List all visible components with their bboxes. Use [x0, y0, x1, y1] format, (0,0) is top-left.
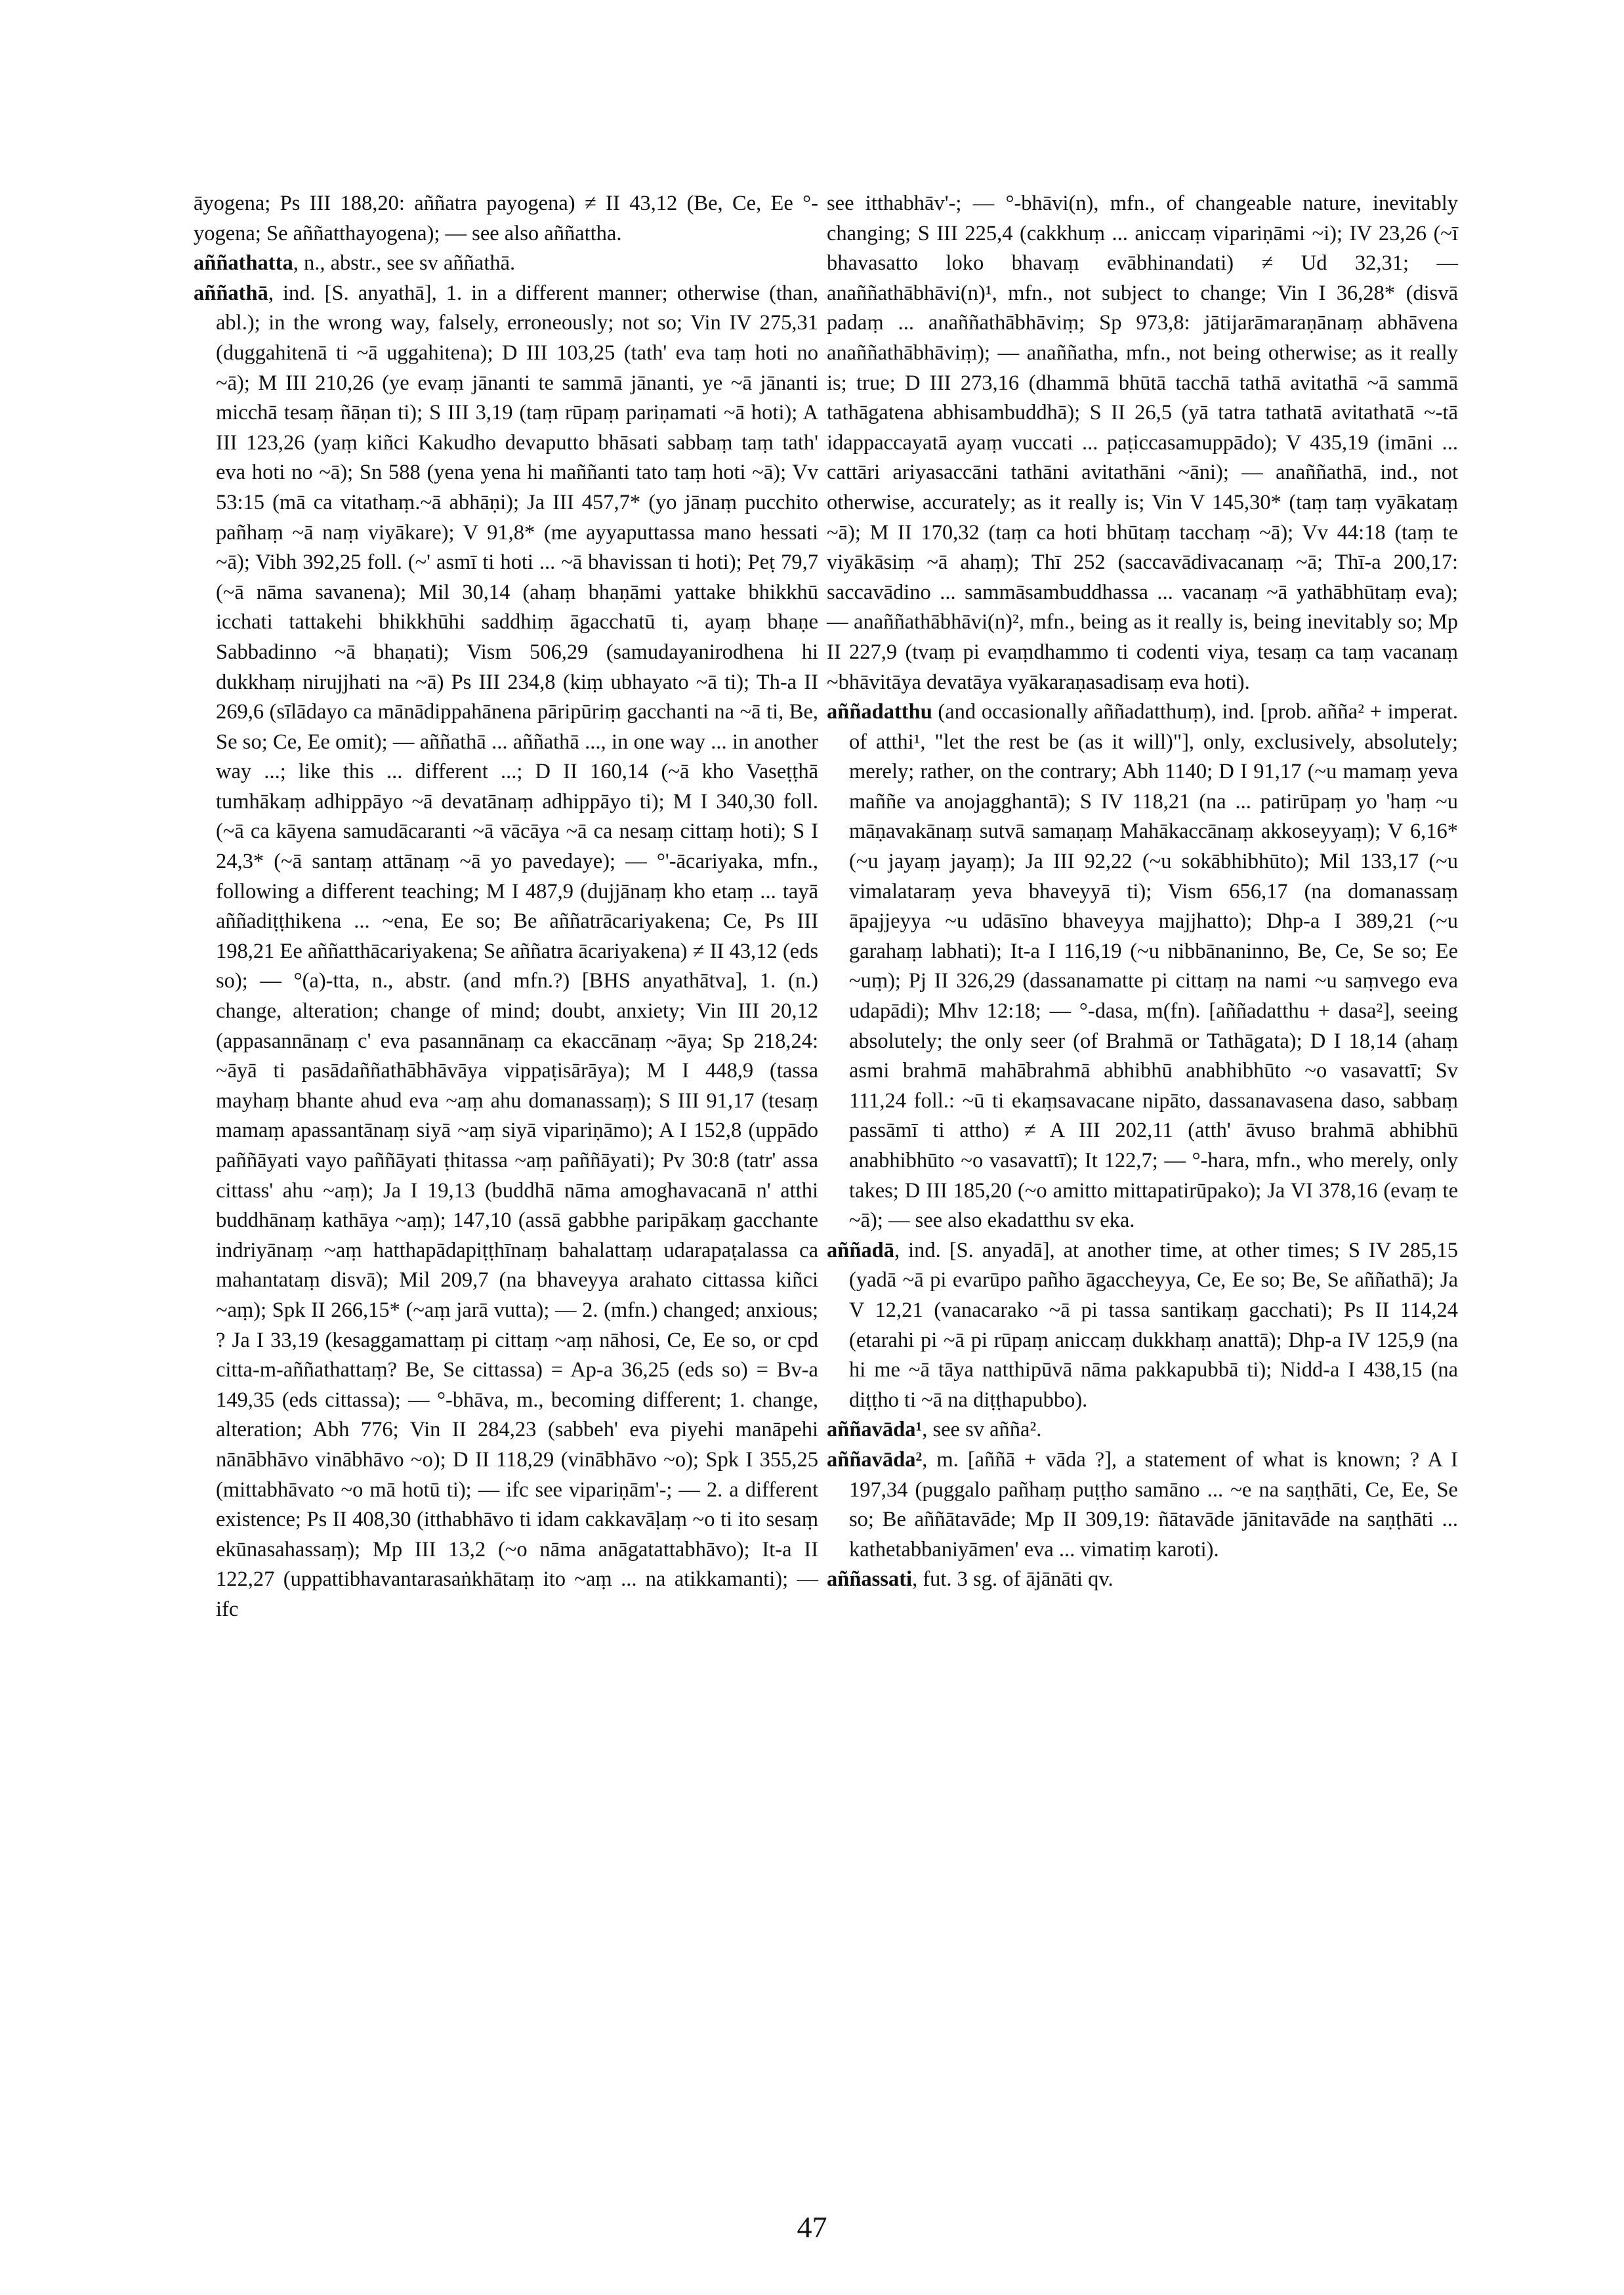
headword: aññathatta: [194, 251, 293, 276]
headword: aññadatthu: [827, 700, 932, 724]
entry: [827, 1565, 1458, 1595]
headword: aññathā: [194, 281, 268, 305]
page-number: 47: [797, 2210, 827, 2244]
entry-body: , m. [aññā + vāda ?], a statement of what is known; ? A I 197,34 (puggalo pañhaṃ puṭṭho samāno ... ~e na saṇṭhāti, Ce, Ee, Se so; Be aññātavāde; Mp II 309,19: ñātavāde jānitavāde na saṇṭhāti ... kathetabbaniyāmen' eva ... vimatiṃ karoti).: [849, 1447, 1458, 1561]
entry: [827, 697, 1458, 1236]
headword: aññadā: [827, 1238, 894, 1262]
entry: [194, 279, 818, 1625]
right-column: [827, 189, 1458, 1595]
entry: [827, 189, 1458, 697]
entry: [827, 1445, 1458, 1565]
entry-body: , n., abstr., see sv aññathā.: [293, 251, 516, 276]
entry-body: , ind. [S. anyadā], at another time, at other times; S IV 285,15 (yadā ~ā pi evarūpo pañho āgaccheyya, Ce, Ee so; Be, Se aññathā); Ja V 12,21 (vanacarako ~ā pi tassa santikaṃ gacchati); Ps II 114,24 (etarahi pi ~ā pi rūpaṃ aniccaṃ dukkhaṃ anattā); Dhp-a IV 125,9 (na hi me ~ā tāya natthipūvā nāma pakkapubbā ti); Nidd-a I 438,15 (na diṭṭho ti ~ā na diṭṭhapubbo).: [849, 1238, 1458, 1412]
headword: aññavāda¹: [827, 1418, 923, 1442]
entry-body: , fut. 3 sg. of ājānāti qv.: [912, 1567, 1114, 1592]
entry-body: āyogena; Ps III 188,20: aññatra payogena) ≠ II 43,12 (Be, Ce, Ee °-yogena; Se aññatthayogena); — see also aññattha.: [194, 192, 818, 245]
entry: [827, 1415, 1458, 1445]
entry: [194, 189, 818, 249]
entry-body: see itthabhāv'-; — °-bhāvi(n), mfn., of changeable nature, inevitably changing; S III 225,4 (cakkhuṃ ... aniccaṃ vipariṇāmi ~i); IV 23,26 (~ī bhavasatto loko bhavaṃ evābhinandati) ≠ Ud 32,31; — anaññathābhāvi(n)¹, mfn., not subject to change; Vin I 36,28* (disvā padaṃ ... anaññathābhāviṃ; Sp 973,8: jātijarāmaraṇānaṃ abhāvena anaññathābhāviṃ); — anaññatha, mfn., not being otherwise; as it really is; true; D III 273,16 (dhammā bhūtā tacchā tathā avitathā ~ā sammā tathāgatena abhisambuddhā); S II 26,5 (yā tatra tathatā avitathatā ~-tā idappaccayatā ayaṃ vuccati ... paṭiccasamuppādo); V 435,19 (imāni ... cattāri ariyasaccāni tathāni avitathāni ~āni); — anaññathā, ind., not otherwise, accurately; as it really is; Vin V 145,30* (taṃ taṃ vyākataṃ ~ā); M II 170,32 (taṃ ca hoti bhūtaṃ tacchaṃ ~ā); Vv 44:18 (taṃ te viyākāsiṃ ~ā ahaṃ); Thī 252 (saccavādivacanaṃ ~ā; Thī-a 200,17: saccavādino ... sammāsambuddhassa ... vacanaṃ ~ā yathābhūtaṃ eva); — anaññathābhāvi(n)², mfn., being as it really is, being inevitably so; Mp II 227,9 (tvaṃ pi evaṃdhammo ti codenti viya, tesaṃ ca taṃ vacanaṃ ~bhāvitāya devatāya vyākaraṇasadisaṃ eva hoti).: [827, 192, 1458, 694]
entry: [827, 1236, 1458, 1416]
entry-body: (and occasionally aññadatthuṃ), ind. [prob. añña² + imperat. of atthi¹, "let the rest be (as it will)"], only, exclusively, absolutely; merely; rather, on the contrary; Abh 1140; D I 91,17 (~u mamaṃ yeva maññe va anojagghantā); S IV 118,21 (na ... patirūpaṃ yo 'haṃ ~u māṇavakānaṃ sutvā samaṇaṃ Mahākaccānaṃ akkoseyyaṃ); V 6,16* (~u jayaṃ jayaṃ); Ja III 92,22 (~u sokābhibhūto); Mil 133,17 (~u vimalataraṃ yeva bhaveyyā ti); Vism 656,17 (na domanassaṃ āpajjeyya ~u udāsīno bhaveyya majjhatto); Dhp-a I 389,21 (~u garahaṃ labhati); It-a I 116,19 (~u nibbānaninno, Be, Ce, Se so; Ee ~uṃ); Pj II 326,29 (dassanamatte pi cittaṃ na nami ~u saṃvego eva udapādi); Mhv 12:18; — °-dasa, m(fn). [aññadatthu + dasa²], seeing absolutely; the only seer (of Brahmā or Tathāgata); D I 18,14 (ahaṃ asmi brahmā mahābrahmā abhibhū anabhibhūto ~o vasavattī; Sv 111,24 foll.: ~ū ti ekaṃsavacane nipāto, dassanavasena daso, sabbaṃ passāmī ti attho) ≠ A III 202,11 (atth' āvuso brahmā abhibhū anabhibhūto ~o vasavattī); It 122,7; — °-hara, mfn., who merely, only takes; D III 185,20 (~o amitto mittapatirūpako); Ja VI 378,16 (evaṃ te ~ā); — see also ekadatthu sv eka.: [849, 700, 1458, 1233]
entry-body: , see sv añña².: [922, 1418, 1042, 1442]
entry: [194, 249, 818, 279]
headword: aññavāda²: [827, 1447, 923, 1472]
headword: aññassati: [827, 1567, 913, 1592]
entry-body: , ind. [S. anyathā], 1. in a different manner; otherwise (than, abl.); in the wrong way, falsely, erroneously; not so; Vin IV 275,31 (duggahitenā ti ~ā uggahitena); D III 103,25 (tath' eva taṃ hoti no ~ā); M III 210,26 (ye evaṃ jānanti te sammā jānanti, ye ~ā jānanti micchā tesaṃ ñāṇan ti); S III 3,19 (taṃ rūpaṃ pariṇamati ~ā hoti); A III 123,26 (yaṃ kiñci Kakudho devaputto bhāsati sabbaṃ taṃ tath' eva hoti no ~ā); Sn 588 (yena yena hi maññanti tato taṃ hoti ~ā); Vv 53:15 (mā ca vitathaṃ.~ā abhāṇi); Ja III 457,7* (yo jānaṃ pucchito pañhaṃ ~ā naṃ viyākare); V 91,8* (me ayyaputtassa mano hessati ~ā); Vibh 392,25 foll. (~' asmī ti hoti ... ~ā bhavissan ti hoti); Peṭ 79,7 (~ā nāma savanena); Mil 30,14 (ahaṃ bhaṇāmi yattake bhikkhū icchati tattakehi bhikkhūhi saddhiṃ āgacchatū ti, ayaṃ bhaṇe Sabbadinno ~ā bhaṇati); Vism 506,29 (samudayanirodhena hi dukkhaṃ nirujjhati na ~ā) Ps III 234,8 (kiṃ ubhayato ~ā ti); Th-a II 269,6 (sīlādayo ca mānādippahānena pāripūriṃ gacchanti na ~ā ti, Be, Se so; Ce, Ee omit); — aññathā ... aññathā ..., in one way ... in another way ...; like this ... different ...; D II 160,14 (~ā kho Vaseṭṭhā tumhākaṃ adhippāyo ~ā devatānaṃ adhippāyo ti); M I 340,30 foll. (~ā ca kāyena samudācaranti ~ā vācāya ~ā ca nesaṃ cittaṃ hoti); S I 24,3* (~ā santaṃ attānaṃ ~ā yo pavedaye); — °'-ācariyaka, mfn., following a different teaching; M I 487,9 (dujjānaṃ kho etaṃ ... tayā aññadiṭṭhikena ... ~ena, Ee so; Be aññatrācariyakena; Ce, Ps III 198,21 Ee aññatthācariyakena; Se aññatra ācariyakena) ≠ II 43,12 (eds so); — °(a)-tta, n., abstr. (and mfn.?) [BHS anyathātva], 1. (n.) change, alteration; change of mind; doubt, anxiety; Vin III 20,12 (appasannānaṃ c' eva pasannānaṃ ca ekaccānaṃ ~āya; Sp 218,24: ~āyā ti pasādaññathābhāvāya vippaṭisārāya); M I 448,9 (tassa mayhaṃ bhante ahud eva ~aṃ ahu domanassaṃ); S III 91,17 (tesaṃ mamaṃ apassantānaṃ siyā ~aṃ siyā vipariṇāmo); A I 152,8 (uppādo paññāyati vayo paññāyati ṭhitassa ~aṃ paññāyati); Pv 30:8 (tatr' assa cittass' ahu ~aṃ); Ja I 19,13 (buddhā nāma amoghavacanā n' atthi buddhānaṃ kathāya ~aṃ); 147,10 (assā gabbhe paripākaṃ gacchante indriyānaṃ ~aṃ hatthapādapiṭṭhīnaṃ bahalattaṃ udarapaṭalassa ca mahantataṃ disvā); Mil 209,7 (na bhaveyya arahato cittassa kiñci ~aṃ); Spk II 266,15* (~aṃ jarā vutta); — 2. (mfn.) changed; anxious; ? Ja I 33,19 (kesaggamattaṃ pi cittaṃ ~aṃ nāhosi, Ce, Ee so, or cpd citta-m-aññathattaṃ? Be, Se cittassa) = Ap-a 36,25 (eds so) = Bv-a 149,35 (eds cittassa); — °-bhāva, m., becoming different; 1. change, alteration; Abh 776; Vin II 284,23 (sabbeh' eva piyehi manāpehi nānābhāvo vinābhāvo ~o); D II 118,29 (vinābhāvo ~o); Spk I 355,25 (mittabhāvato ~o mā hotū ti); — ifc see vipariṇām'-; — 2. a different existence; Ps II 408,30 (itthabhāvo ti idam cakkavāḷaṃ ~o ti ito sesaṃ ekūnasahassaṃ); Mp III 13,2 (~o nāma anāgatattabhāvo); It-a II 122,27 (uppattibhavantarasaṅkhātaṃ ito ~aṃ ... na atikkamanti); — ifc: [216, 281, 818, 1621]
left-column: [194, 189, 818, 1625]
